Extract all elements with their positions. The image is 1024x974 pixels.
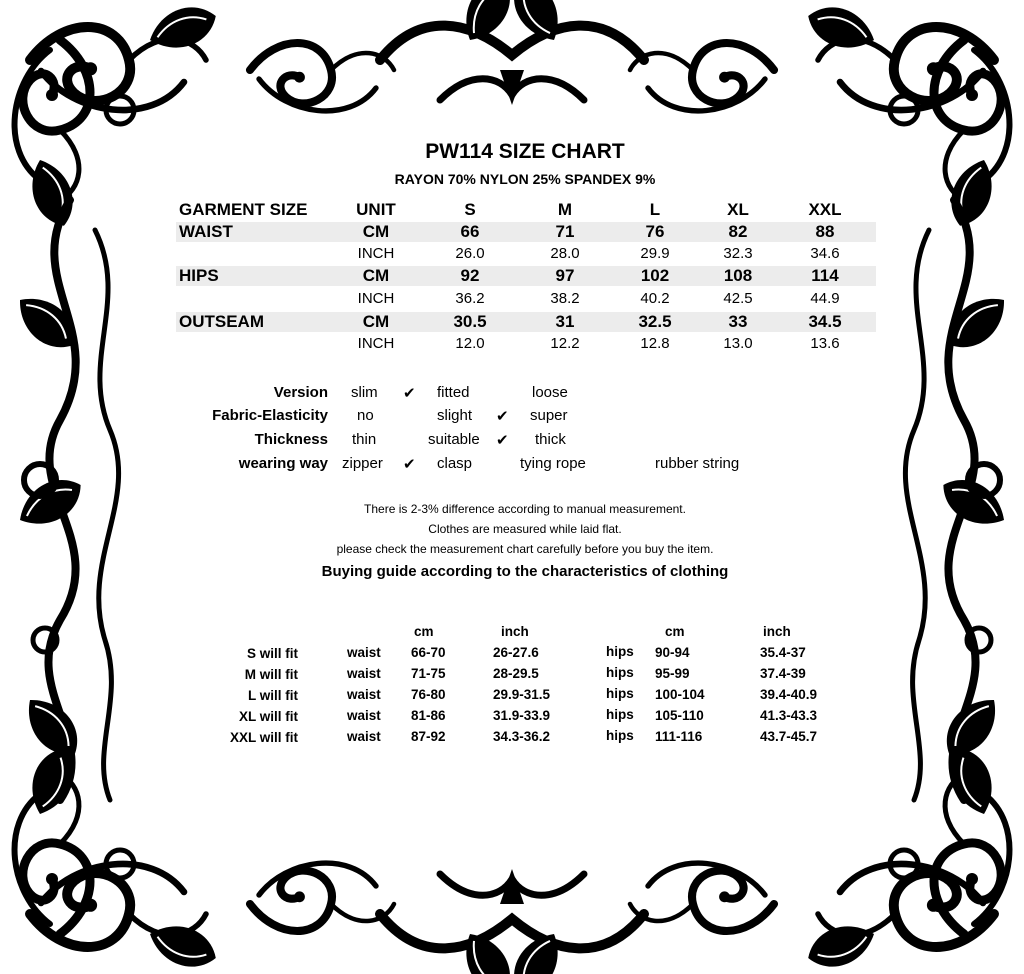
waist-inch-xxl: 34.6: [810, 245, 840, 262]
note-laid-flat: Clothes are measured while laid flat.: [428, 522, 622, 536]
header-size-xxl: XXL: [808, 200, 842, 219]
corner-ornament-bottom-right: [802, 742, 1010, 974]
hips-inch-xxl: 44.9: [810, 290, 840, 307]
fit-l-waist-cm: 76-80: [411, 687, 446, 702]
option-zipper: zipper: [342, 455, 383, 472]
outseam-cm-xxl: 34.5: [808, 312, 842, 331]
check-mark-icon: ✔: [403, 456, 416, 473]
buying-guide-title: Buying guide according to the characteristics of clothing: [321, 563, 729, 580]
fit-label-m: M will fit: [244, 667, 298, 682]
unit-inch: INCH: [357, 245, 395, 262]
material-composition: RAYON 70% NYLON 25% SPANDEX 9%: [394, 171, 656, 187]
waist-label: waist: [347, 708, 381, 723]
header-hips-inch: inch: [763, 624, 791, 639]
fit-m-waist-inch: 28-29.5: [493, 666, 539, 681]
right-side-vine: [905, 200, 1016, 800]
fit-s-hips-cm: 90-94: [655, 645, 690, 660]
fit-xl-hips-inch: 41.3-43.3: [760, 708, 818, 723]
fit-label-s: S will fit: [246, 646, 298, 661]
left-side-vine: [8, 200, 119, 800]
check-mark-icon: ✔: [403, 385, 416, 402]
fit-label-l: L will fit: [248, 688, 298, 703]
option-suitable: suitable: [428, 431, 480, 448]
header-size-m: M: [557, 200, 573, 219]
outseam-inch-m: 12.2: [550, 335, 580, 352]
fit-l-hips-cm: 100-104: [655, 687, 705, 702]
fit-label-xxl: XXL will fit: [229, 730, 298, 745]
option-slight: slight: [437, 407, 473, 424]
header-waist-cm: cm: [414, 624, 434, 639]
waist-cm-l: 76: [645, 222, 665, 241]
hips-label: hips: [606, 686, 634, 701]
hips-label: hips: [606, 728, 634, 743]
fit-l-waist-inch: 29.9-31.5: [493, 687, 551, 702]
note-measurement-difference: There is 2-3% difference according to manual measurement.: [364, 502, 686, 516]
top-center-ornament: [250, 0, 774, 111]
hips-inch-m: 38.2: [550, 290, 580, 307]
hips-inch-l: 40.2: [640, 290, 670, 307]
fit-xl-waist-inch: 31.9-33.9: [493, 708, 551, 723]
hips-cm-xxl: 114: [811, 266, 839, 285]
hips-cm-s: 92: [460, 266, 480, 285]
waist-inch-s: 26.0: [455, 245, 485, 262]
row-label-outseam: OUTSEAM: [179, 312, 264, 331]
header-size-l: L: [649, 200, 661, 219]
hips-cm-xl: 108: [723, 266, 753, 285]
option-super: super: [530, 407, 568, 424]
unit-inch: INCH: [357, 335, 395, 352]
header-size-xl: XL: [727, 200, 749, 219]
waist-label: waist: [347, 687, 381, 702]
option-no: no: [357, 407, 374, 424]
waist-cm-xl: 82: [728, 222, 748, 241]
option-loose: loose: [532, 384, 568, 401]
fit-xxl-hips-cm: 111-116: [655, 729, 703, 744]
header-size-s: S: [464, 200, 476, 219]
feature-label-wearing-way: wearing way: [238, 455, 328, 472]
header-hips-cm: cm: [665, 624, 685, 639]
unit-cm: CM: [362, 266, 390, 285]
option-tying-rope: tying rope: [520, 455, 586, 472]
check-mark-icon: ✔: [496, 408, 509, 425]
feature-label-fabric-elasticity: Fabric-Elasticity: [212, 407, 328, 424]
fit-s-waist-cm: 66-70: [411, 645, 446, 660]
waist-label: waist: [347, 729, 381, 744]
outseam-cm-xl: 33: [728, 312, 748, 331]
hips-cm-l: 102: [640, 266, 670, 285]
fit-m-waist-cm: 71-75: [411, 666, 446, 681]
hips-label: hips: [606, 644, 634, 659]
option-thin: thin: [352, 431, 377, 448]
waist-cm-m: 71: [555, 222, 575, 241]
corner-ornament-bottom-left: [15, 742, 223, 974]
hips-cm-m: 97: [555, 266, 575, 285]
row-label-hips: HIPS: [179, 266, 219, 285]
option-rubber-string: rubber string: [655, 455, 740, 472]
row-label-waist: WAIST: [179, 222, 233, 241]
fit-label-xl: XL will fit: [238, 709, 298, 724]
feature-label-thickness: Thickness: [254, 431, 328, 448]
hips-label: hips: [606, 707, 634, 722]
option-clasp: clasp: [437, 455, 473, 472]
outseam-inch-xxl: 13.6: [810, 335, 840, 352]
corner-ornament-top-right: [802, 0, 1010, 232]
unit-cm: CM: [362, 312, 390, 331]
header-waist-inch: inch: [501, 624, 529, 639]
header-unit: UNIT: [356, 200, 396, 219]
unit-cm: CM: [362, 222, 390, 241]
outseam-inch-xl: 13.0: [723, 335, 753, 352]
waist-inch-xl: 32.3: [723, 245, 753, 262]
waist-inch-m: 28.0: [550, 245, 580, 262]
waist-inch-l: 29.9: [640, 245, 670, 262]
fit-s-hips-inch: 35.4-37: [760, 645, 806, 660]
header-garment-size: GARMENT SIZE: [179, 200, 308, 219]
waist-cm-xxl: 88: [815, 222, 835, 241]
hips-inch-s: 36.2: [455, 290, 485, 307]
outseam-cm-l: 32.5: [638, 312, 672, 331]
waist-cm-s: 66: [460, 222, 480, 241]
option-slim: slim: [351, 384, 378, 401]
outseam-cm-s: 30.5: [453, 312, 487, 331]
hips-label: hips: [606, 665, 634, 680]
option-thick: thick: [535, 431, 566, 448]
fit-xl-waist-cm: 81-86: [411, 708, 446, 723]
fit-m-hips-cm: 95-99: [655, 666, 690, 681]
outseam-inch-s: 12.0: [455, 335, 485, 352]
fit-m-hips-inch: 37.4-39: [760, 666, 806, 681]
feature-label-version: Version: [273, 384, 328, 401]
fit-xxl-waist-inch: 34.3-36.2: [493, 729, 551, 744]
fit-xl-hips-cm: 105-110: [655, 708, 704, 723]
corner-ornament-top-left: [15, 0, 223, 232]
waist-label: waist: [347, 645, 381, 660]
outseam-inch-l: 12.8: [640, 335, 670, 352]
hips-inch-xl: 42.5: [723, 290, 753, 307]
fit-s-waist-inch: 26-27.6: [493, 645, 539, 660]
chart-title: PW114 SIZE CHART: [425, 140, 625, 163]
fit-xxl-hips-inch: 43.7-45.7: [760, 729, 818, 744]
bottom-center-ornament: [250, 863, 774, 974]
option-fitted: fitted: [437, 384, 470, 401]
unit-inch: INCH: [357, 290, 395, 307]
fit-l-hips-inch: 39.4-40.9: [760, 687, 818, 702]
waist-label: waist: [347, 666, 381, 681]
note-check-chart: please check the measurement chart carefully before you buy the item.: [336, 542, 714, 556]
check-mark-icon: ✔: [496, 432, 509, 449]
fit-xxl-waist-cm: 87-92: [411, 729, 446, 744]
outseam-cm-m: 31: [555, 312, 575, 331]
